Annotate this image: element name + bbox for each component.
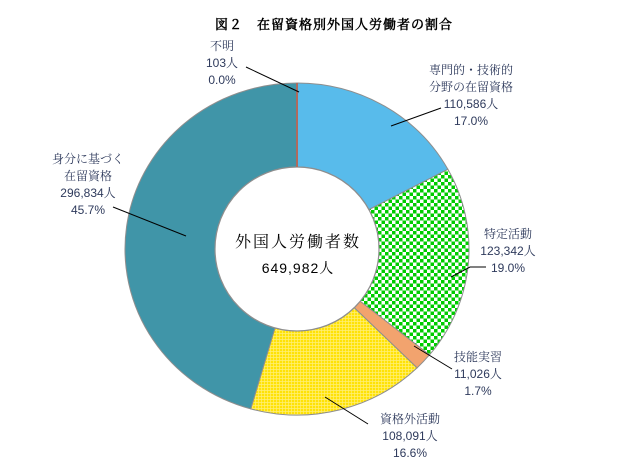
slice-label-line: 身分に基づく: [51, 152, 124, 166]
slice-label-ginou: [418, 349, 538, 400]
slice-label-line: 資格外活動: [379, 412, 440, 426]
slice-label-line: 技能実習: [453, 350, 502, 364]
slice-label-line: 110,586人: [443, 97, 499, 111]
slice-label-line: 在留資格: [63, 169, 112, 183]
slice-label-line: 0.0%: [208, 73, 236, 87]
slice-label-line: 16.6%: [392, 446, 428, 460]
center-label: [180, 229, 416, 278]
slice-label-fumei: [162, 38, 282, 89]
slice-label-line: 123,342人: [480, 244, 536, 258]
slice-label-shikakugai: [350, 411, 470, 462]
slice-label-line: 特定活動: [483, 227, 532, 241]
slice-label-line: 分野の在留資格: [428, 80, 513, 94]
slice-label-line: 17.0%: [453, 114, 489, 128]
slice-label-line: 108,091人: [382, 429, 438, 443]
chart-title: 図２ 在留資格別外国人労働者の割合: [214, 17, 453, 32]
slice-label-line: 296,834人: [60, 186, 116, 200]
slice-label-line: 103人: [205, 56, 239, 70]
slice-label-tokutei: [448, 226, 568, 277]
slice-label-line: 45.7%: [70, 203, 106, 217]
center-label-value: 649,982人: [261, 260, 335, 276]
center-label-title: 外国人労働者数: [234, 234, 361, 251]
slice-label-line: 11,026人: [454, 367, 502, 381]
slice-label-line: 19.0%: [490, 261, 526, 275]
slice-label-line: 専門的・技術的: [428, 63, 513, 77]
slice-label-senmon: [401, 62, 541, 130]
slice-label-line: 1.7%: [464, 384, 492, 398]
slice-label-line: 不明: [209, 39, 234, 53]
slice-label-mibun: [28, 151, 148, 219]
